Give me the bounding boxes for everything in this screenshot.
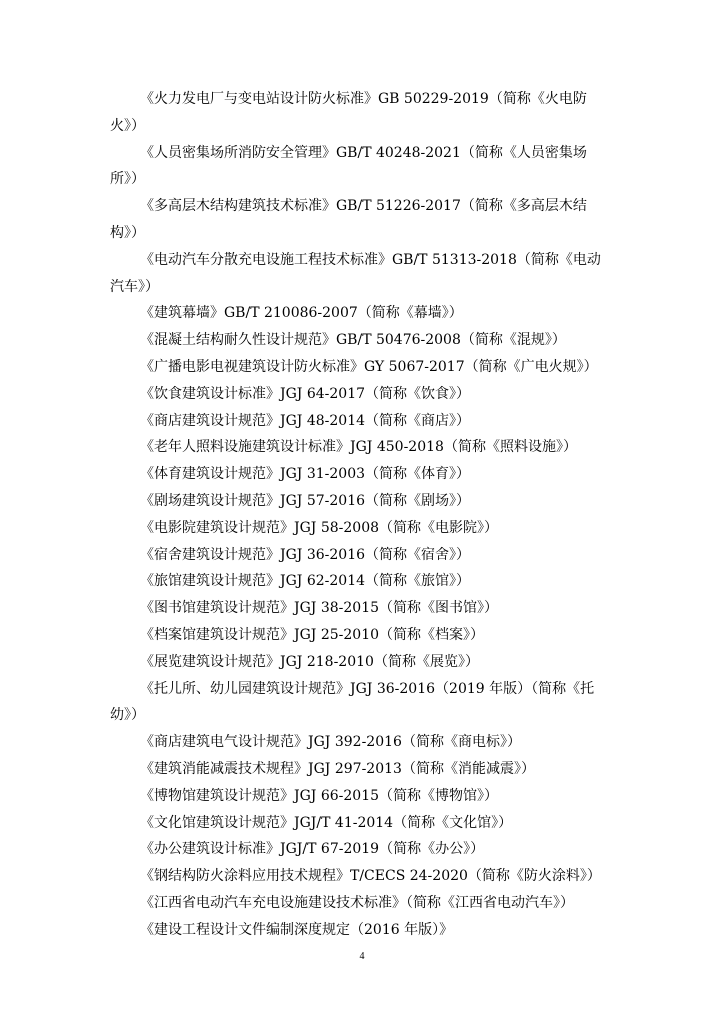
standard-item: 《档案馆建筑设计规范》JGJ 25-2010（简称《档案》） [140,626,485,643]
standard-item: 《混凝土结构耐久性设计规范》GB/T 50476-2008（简称《混规》） [140,332,566,349]
standards-list [110,86,614,944]
standard-item: 《人员密集场所消防安全管理》GB/T 40248-2021（简称《人员密集场所》） [110,144,587,188]
standard-item: 《博物馆建筑设计规范》JGJ 66-2015（简称《博物馆》） [140,787,499,804]
standard-item: 《展览建筑设计规范》JGJ 218-2010（简称《展览》） [140,653,479,670]
standard-item: 《电动汽车分散充电设施工程技术标准》GB/T 51313-2018（简称《电动汽车》） [110,251,601,295]
standard-item: 《建筑幕墙》GB/T 210086-2007（简称《幕墙》） [140,305,463,322]
standard-item: 《江西省电动汽车充电设施建设技术标准》（简称《江西省电动汽车》） [140,894,574,911]
standard-item: 《电影院建筑设计规范》JGJ 58-2008（简称《电影院》） [140,519,499,536]
standard-item: 《剧场建筑设计规范》JGJ 57-2016（简称《剧场》） [140,492,471,509]
standard-item: 《文化馆建筑设计规范》JGJ/T 41-2014（简称《文化馆》） [140,814,513,831]
standard-item: 《建设工程设计文件编制深度规定（2016 年版）》 [140,921,454,938]
standard-item: 《商店建筑设计规范》JGJ 48-2014（简称《商店》） [140,412,471,429]
standard-item: 《体育建筑设计规范》JGJ 31-2003（简称《体育》） [140,466,471,483]
standard-item: 《办公建筑设计标准》JGJ/T 67-2019（简称《办公》） [140,841,485,858]
standard-item: 《托儿所、幼儿园建筑设计规范》JGJ 36-2016（2019 年版）（简称《托幼》） [110,680,595,724]
standard-item: 《广播电影电视建筑设计防火标准》GY 5067-2017（简称《广电火规》） [140,358,598,375]
standard-item: 《老年人照料设施建筑设计标准》JGJ 450-2018（简称《照料设施》） [140,439,577,456]
standard-item: 《商店建筑电气设计规范》JGJ 392-2016（简称《商电标》） [140,734,521,751]
page-number: 4 [359,951,365,962]
standard-item: 《饮食建筑设计标准》JGJ 64-2017（简称《饮食》） [140,385,471,402]
standard-item: 《建筑消能减震技术规程》JGJ 297-2013（简称《消能减震》） [140,760,535,777]
standard-item: 《钢结构防火涂料应用技术规程》T/CECS 24-2020（简称《防火涂料》） [140,868,601,885]
standard-item: 《多高层木结构建筑技术标准》GB/T 51226-2017（简称《多高层木结构》） [110,198,587,241]
standard-item: 《火力发电厂与变电站设计防火标准》GB 50229-2019（简称《火电防火》） [110,91,587,134]
standard-item: 《宿舍建筑设计规范》JGJ 36-2016（简称《宿舍》） [140,546,471,563]
standard-item: 《图书馆建筑设计规范》JGJ 38-2015（简称《图书馆》） [140,600,499,617]
standard-item: 《旅馆建筑设计规范》JGJ 62-2014（简称《旅馆》） [140,573,471,590]
